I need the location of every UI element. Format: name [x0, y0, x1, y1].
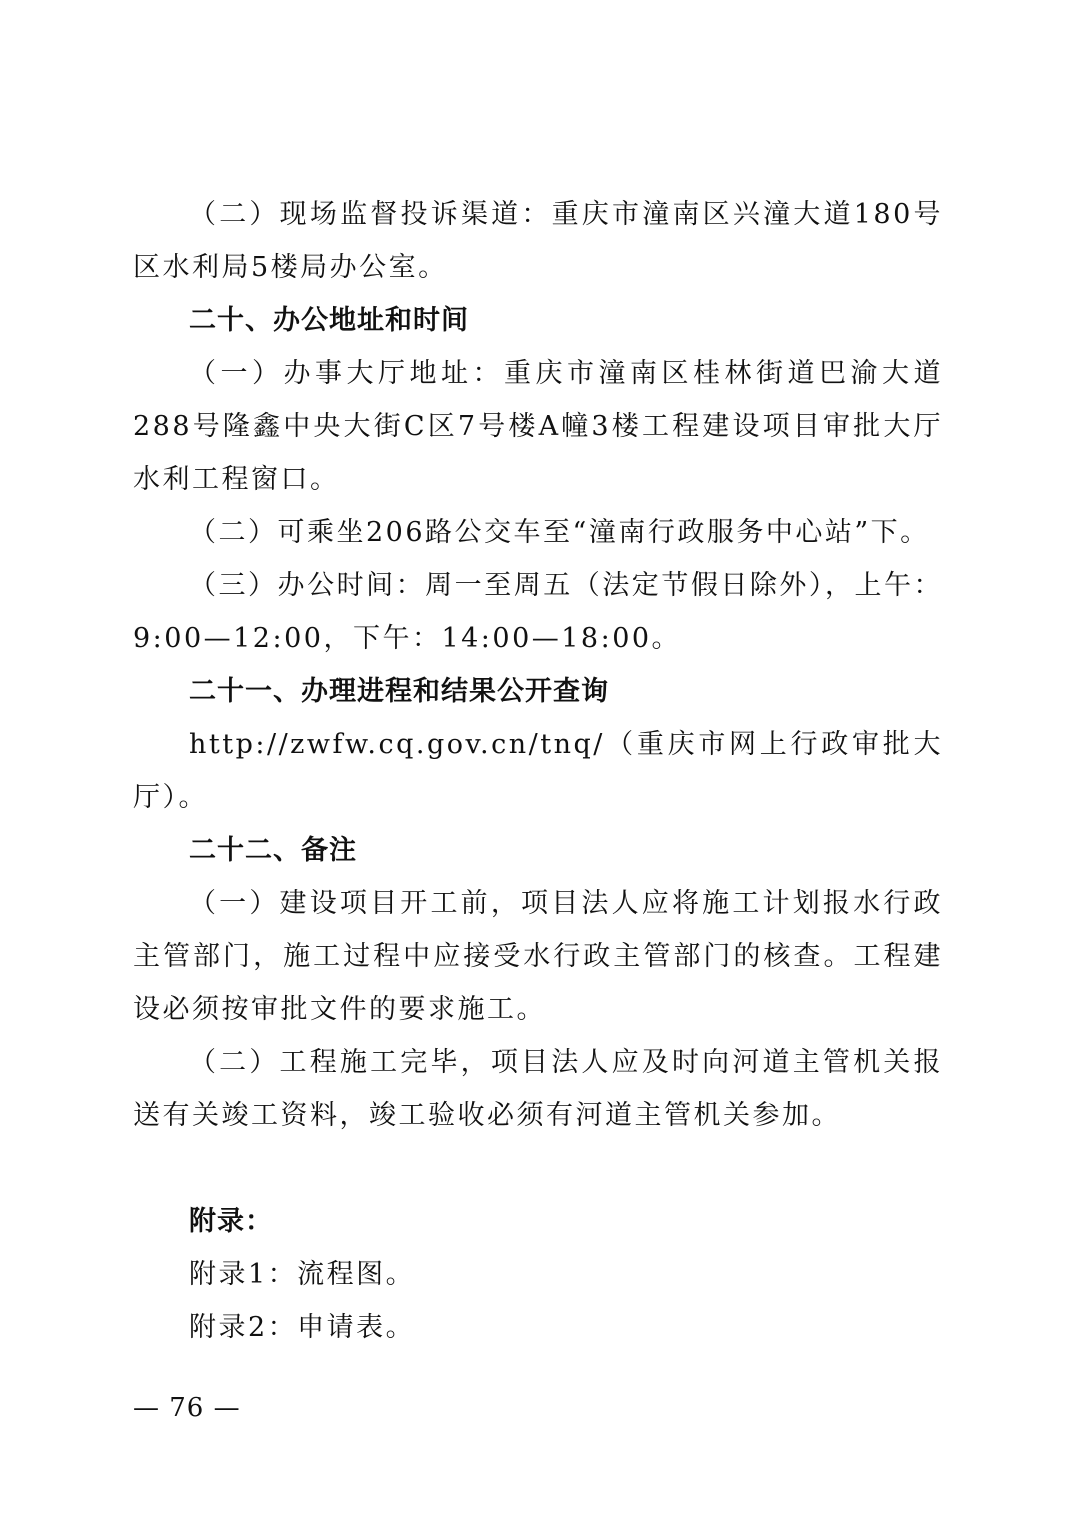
bus-route-paragraph: （二）可乘坐206路公交车至“潼南行政服务中心站”下。: [189, 517, 930, 548]
complaint-channel-paragraph: （二）现场监督投诉渠道：重庆市潼南区兴潼大道180号区水利局5楼局办公室。: [133, 199, 943, 283]
query-url-paragraph: http://zwfw.cq.gov.cn/tnq/（重庆市网上行政审批大厅）。: [133, 729, 943, 813]
remark-1-paragraph: （一）建设项目开工前，项目法人应将施工计划报水行政主管部门，施工过程中应接受水行政主管部门的核查。工程建设必须按审批文件的要求施工。: [133, 888, 943, 1025]
section-20-heading: 二十、办公地址和时间: [189, 305, 469, 336]
remark-2-paragraph: （二）工程施工完毕，项目法人应及时向河道主管机关报送有关竣工资料，竣工验收必须有河道主管机关参加。: [133, 1047, 943, 1131]
section-22-heading: 二十二、备注: [189, 835, 357, 866]
office-address-paragraph: （一）办事大厅地址：重庆市潼南区桂林街道巴渝大道288号隆鑫中央大街C区7号楼A幢3楼工程建设项目审批大厅水利工程窗口。: [133, 358, 943, 495]
document-body: [133, 188, 943, 1354]
section-21-heading: 二十一、办理进程和结果公开查询: [189, 676, 609, 707]
office-hours-paragraph: （三）办公时间：周一至周五（法定节假日除外），上午：9:00—12:00，下午：14:00—18:00。: [133, 570, 943, 654]
appendix-heading: 附录：: [189, 1206, 273, 1237]
appendix-2-item: 附录2：申请表。: [189, 1312, 416, 1343]
page-number: — 76 —: [133, 1393, 241, 1423]
appendix-1-item: 附录1：流程图。: [189, 1259, 416, 1290]
section-spacer: [133, 1142, 943, 1195]
